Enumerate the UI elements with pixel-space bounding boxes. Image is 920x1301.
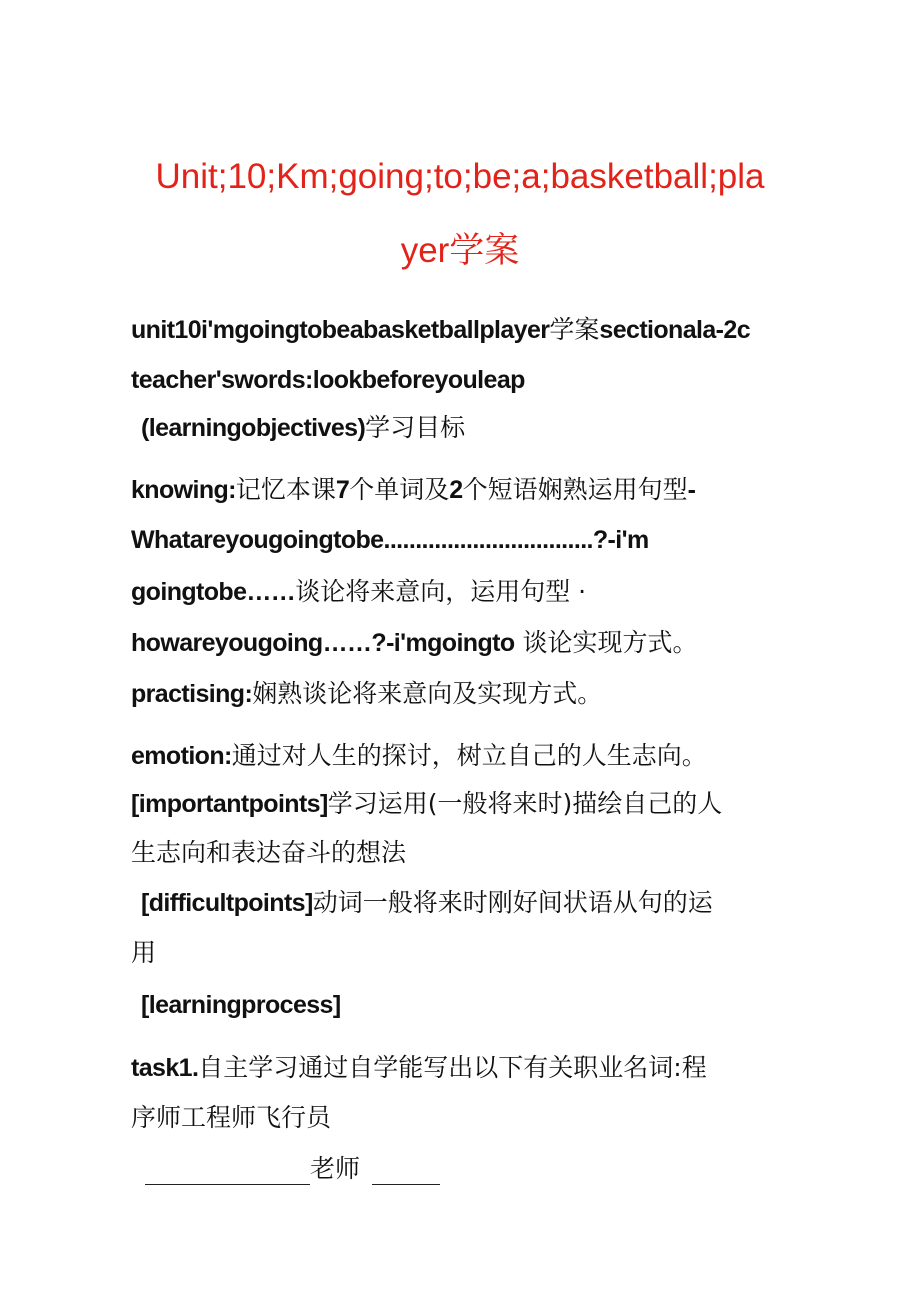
knowing-number-1: 7 bbox=[335, 476, 350, 504]
sentence-pattern-1-cont: goingtobe…… bbox=[131, 578, 296, 606]
task1-cont-line bbox=[131, 1102, 331, 1134]
learning-objectives-zh: 学习目标 bbox=[365, 413, 466, 442]
knowing-text-3: 个短语娴熟运用句型 bbox=[462, 475, 688, 504]
section-name: sectionala-2c bbox=[599, 316, 751, 344]
emotion-label: emotion: bbox=[131, 742, 232, 770]
task1-zh-cont: 序师工程师飞行员 bbox=[131, 1103, 332, 1132]
knowing-label: knowing: bbox=[131, 476, 236, 504]
emotion-zh: 通过对人生的探讨，树立自己的人生志向。 bbox=[231, 741, 707, 770]
practising-line bbox=[131, 678, 602, 710]
knowing-dash: - bbox=[687, 476, 696, 504]
difficult-points-zh: 动词一般将来时刚好间状语从句的运 bbox=[312, 888, 713, 917]
sentence-pattern-2: howareyougoing……?-i'mgoingto bbox=[131, 629, 515, 657]
unit-suffix: 学案 bbox=[549, 315, 600, 344]
sentence-pattern-1: Whatareyougoingtobe.................................?-i'm bbox=[131, 526, 649, 554]
knowing-text-1: 记忆本课 bbox=[235, 475, 336, 504]
learning-process-line bbox=[141, 989, 341, 1021]
difficult-points-cont-line bbox=[131, 937, 156, 969]
unit-name: unit10i'mgoingtobeabasketballplayer bbox=[131, 316, 550, 344]
difficult-points-label: [difficultpoints] bbox=[141, 889, 313, 917]
document-title-line-1: Unit;10;Km;going;to;be;a;basketball;pla bbox=[155, 157, 765, 196]
unit-section-line bbox=[131, 314, 750, 346]
sentence-pattern-1-line bbox=[131, 524, 649, 556]
task1-label: task1. bbox=[131, 1054, 199, 1082]
learning-objectives-line bbox=[141, 412, 465, 444]
important-points-cont-line bbox=[131, 837, 406, 869]
practising-zh: 娴熟谈论将来意向及实现方式。 bbox=[252, 679, 603, 708]
important-points-zh: 学习运用(一般将来时)描绘自己的人 bbox=[327, 789, 723, 818]
fill-blank-2[interactable] bbox=[372, 1160, 440, 1185]
difficult-points-line bbox=[141, 887, 713, 919]
important-points-line bbox=[131, 788, 722, 820]
learning-process-label: [learningprocess] bbox=[141, 991, 341, 1019]
teacher-words: teacher'swords:lookbeforeyouleap bbox=[131, 366, 525, 394]
sentence-pattern-2-line bbox=[131, 627, 698, 659]
difficult-points-zh-cont: 用 bbox=[131, 938, 157, 967]
knowing-line bbox=[131, 474, 695, 506]
fill-blank-line bbox=[145, 1153, 440, 1185]
sentence-pattern-2-zh: 谈论实现方式。 bbox=[514, 628, 698, 657]
important-points-zh-cont: 生志向和表达奋斗的想法 bbox=[131, 838, 407, 867]
teacher-word: 老师 bbox=[310, 1154, 361, 1183]
teacher-words-line bbox=[131, 364, 525, 396]
knowing-text-2: 个单词及 bbox=[349, 475, 450, 504]
emotion-line bbox=[131, 740, 707, 772]
sentence-pattern-1-cont-line bbox=[131, 576, 586, 608]
knowing-number-2: 2 bbox=[449, 476, 463, 504]
fill-blank-1[interactable] bbox=[145, 1160, 310, 1185]
learning-objectives-label: (learningobjectives) bbox=[141, 414, 366, 442]
practising-label: practising: bbox=[131, 680, 253, 708]
task1-zh: 自主学习通过自学能写出以下有关职业名词:程 bbox=[198, 1053, 707, 1082]
task1-line bbox=[131, 1052, 707, 1084]
important-points-label: [importantpoints] bbox=[131, 790, 328, 818]
document-title-line-2: yer学案 bbox=[400, 231, 520, 270]
sentence-pattern-1-zh: 谈论将来意向，运用句型 · bbox=[295, 577, 587, 606]
